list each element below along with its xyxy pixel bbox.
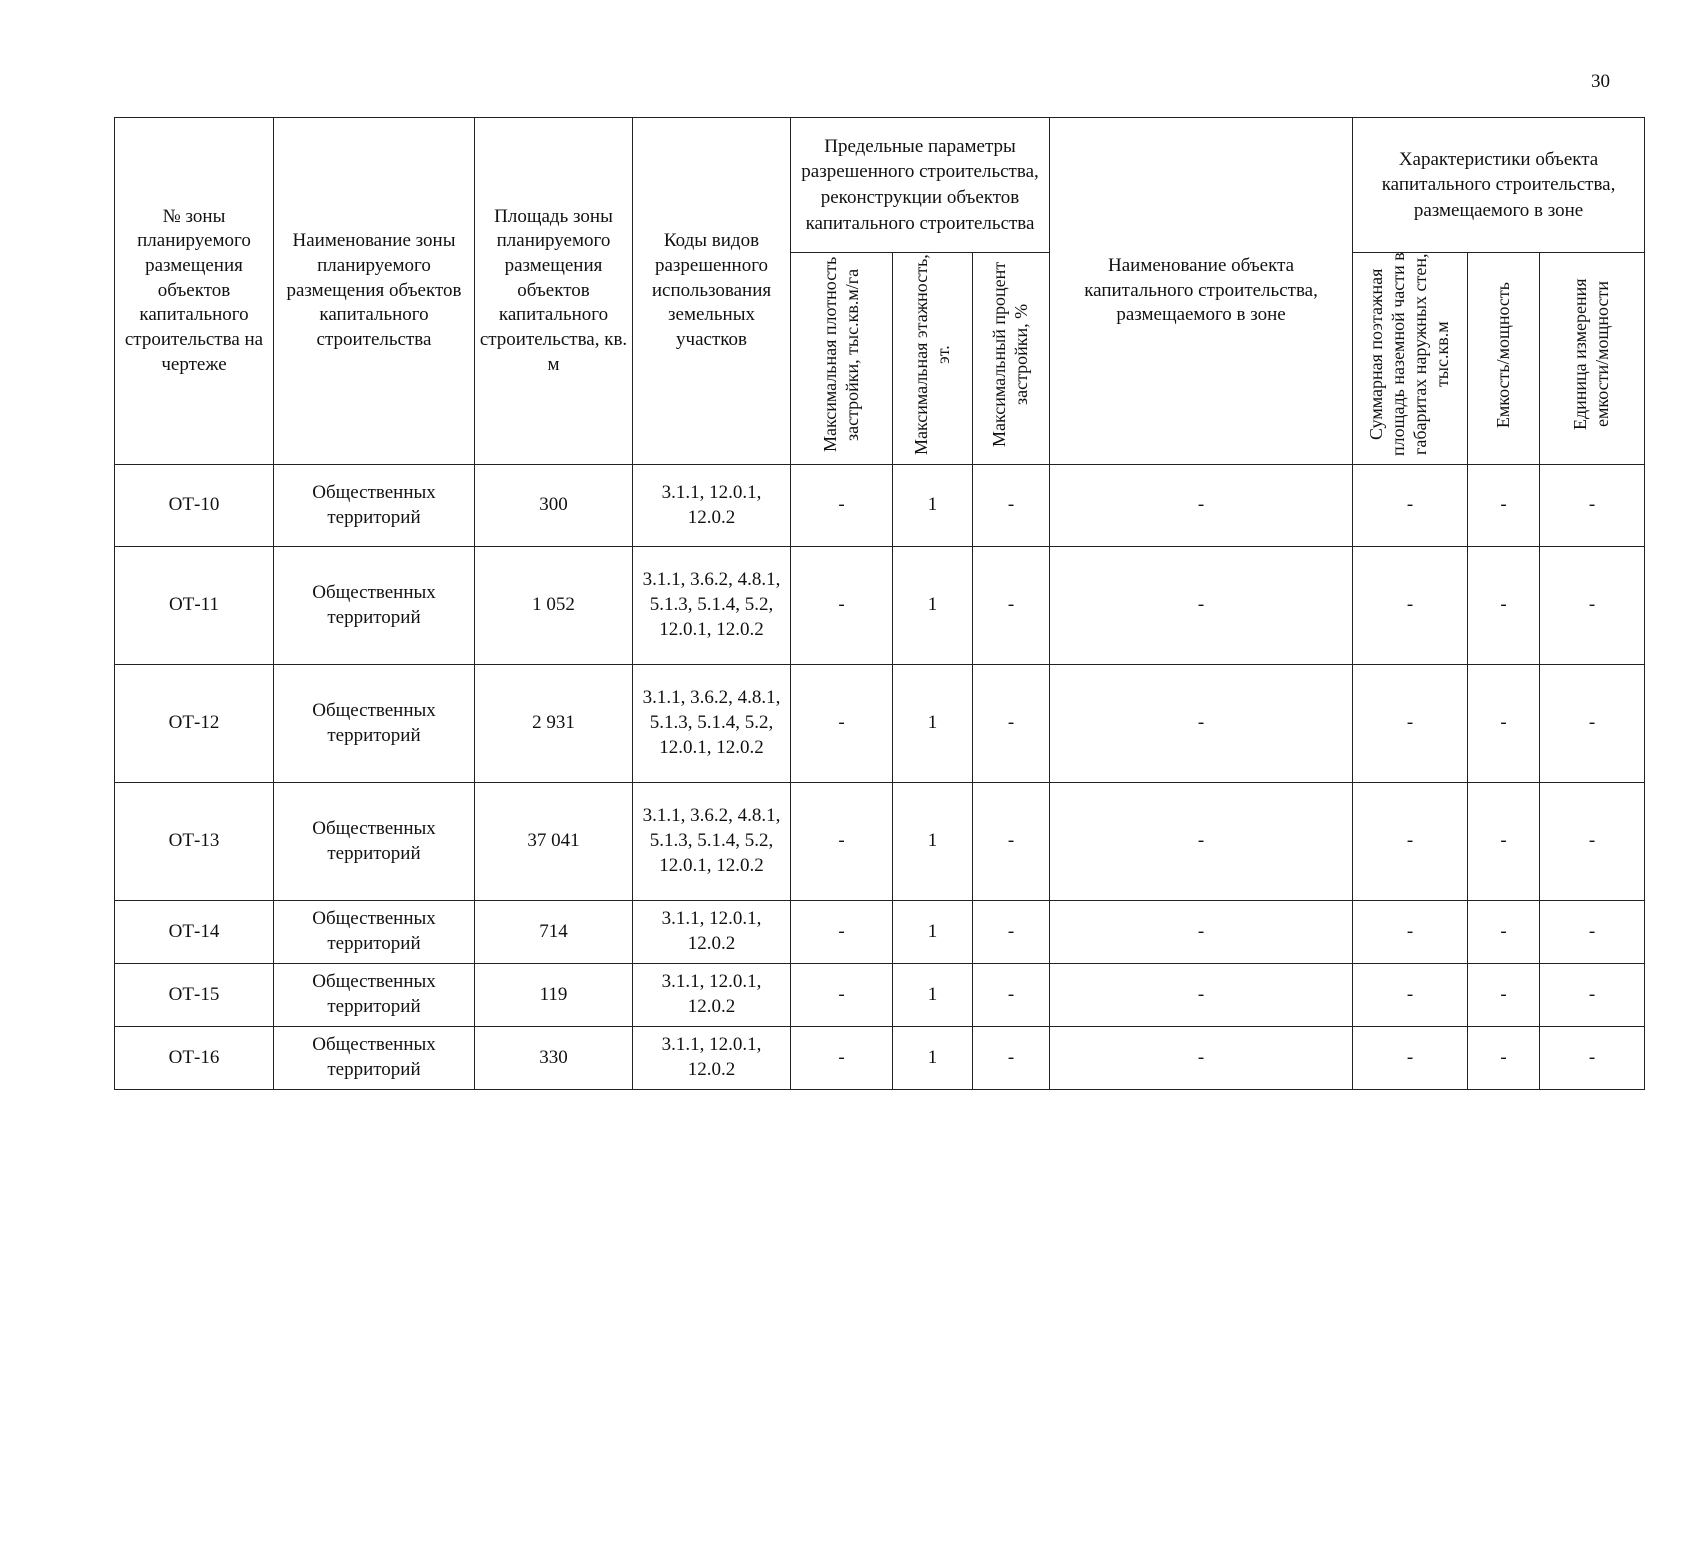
capacity-cell: - bbox=[1468, 783, 1540, 901]
header-max-percent: Максимальный процент застройки, % bbox=[989, 262, 1032, 448]
header-zone-name: Наименование зоны планируемого размещения объектов капитального строительства bbox=[274, 118, 475, 465]
header-characteristics-group: Характеристики объекта капитального строительства, размещаемого в зоне bbox=[1353, 118, 1645, 253]
object-cell: - bbox=[1050, 783, 1353, 901]
floors-cell: 1 bbox=[893, 964, 973, 1027]
zone-name-cell: Общественных территорий bbox=[274, 665, 475, 783]
unit-cell: - bbox=[1540, 465, 1645, 547]
page-number: 30 bbox=[1591, 71, 1610, 92]
table-row bbox=[115, 547, 1645, 665]
percent-cell: - bbox=[973, 901, 1050, 964]
table-row bbox=[115, 665, 1645, 783]
object-cell: - bbox=[1050, 964, 1353, 1027]
percent-cell: - bbox=[973, 665, 1050, 783]
density-cell: - bbox=[791, 783, 893, 901]
object-cell: - bbox=[1050, 465, 1353, 547]
unit-cell: - bbox=[1540, 1027, 1645, 1090]
header-max-floors-cell bbox=[893, 253, 973, 465]
codes-cell: 3.1.1, 3.6.2, 4.8.1, 5.1.3, 5.1.4, 5.2, 12.0.1, 12.0.2 bbox=[633, 783, 791, 901]
zone-cell: ОТ-11 bbox=[115, 547, 274, 665]
header-max-density: Максимальная плотность застройки, тыс.кв.м/га bbox=[819, 257, 862, 453]
unit-cell: - bbox=[1540, 964, 1645, 1027]
total-area-cell: - bbox=[1353, 783, 1468, 901]
capacity-cell: - bbox=[1468, 665, 1540, 783]
density-cell: - bbox=[791, 465, 893, 547]
capacity-cell: - bbox=[1468, 547, 1540, 665]
header-area: Площадь зоны планируемого размещения объектов капитального строительства, кв. м bbox=[475, 118, 633, 465]
header-capacity-unit-cell bbox=[1540, 253, 1645, 465]
header-use-codes: Коды видов разрешенного использования земельных участков bbox=[633, 118, 791, 465]
capacity-cell: - bbox=[1468, 901, 1540, 964]
table-row bbox=[115, 901, 1645, 964]
unit-cell: - bbox=[1540, 547, 1645, 665]
codes-cell: 3.1.1, 3.6.2, 4.8.1, 5.1.3, 5.1.4, 5.2, 12.0.1, 12.0.2 bbox=[633, 547, 791, 665]
zones-table bbox=[114, 117, 1645, 1090]
header-max-density-cell bbox=[791, 253, 893, 465]
object-cell: - bbox=[1050, 547, 1353, 665]
density-cell: - bbox=[791, 547, 893, 665]
zone-name-cell: Общественных территорий bbox=[274, 1027, 475, 1090]
area-cell: 714 bbox=[475, 901, 633, 964]
density-cell: - bbox=[791, 901, 893, 964]
header-object-name: Наименование объекта капитального строительства, размещаемого в зоне bbox=[1050, 118, 1353, 465]
percent-cell: - bbox=[973, 1027, 1050, 1090]
table-row bbox=[115, 783, 1645, 901]
floors-cell: 1 bbox=[893, 783, 973, 901]
codes-cell: 3.1.1, 12.0.1, 12.0.2 bbox=[633, 1027, 791, 1090]
table-row bbox=[115, 1027, 1645, 1090]
total-area-cell: - bbox=[1353, 547, 1468, 665]
density-cell: - bbox=[791, 1027, 893, 1090]
floors-cell: 1 bbox=[893, 547, 973, 665]
zone-name-cell: Общественных территорий bbox=[274, 547, 475, 665]
percent-cell: - bbox=[973, 547, 1050, 665]
object-cell: - bbox=[1050, 901, 1353, 964]
zone-cell: ОТ-15 bbox=[115, 964, 274, 1027]
percent-cell: - bbox=[973, 465, 1050, 547]
capacity-cell: - bbox=[1468, 964, 1540, 1027]
capacity-cell: - bbox=[1468, 465, 1540, 547]
floors-cell: 1 bbox=[893, 665, 973, 783]
zone-cell: ОТ-12 bbox=[115, 665, 274, 783]
header-total-area-cell bbox=[1353, 253, 1468, 465]
density-cell: - bbox=[791, 665, 893, 783]
zone-cell: ОТ-14 bbox=[115, 901, 274, 964]
header-capacity: Емкость/мощность bbox=[1492, 281, 1513, 428]
percent-cell: - bbox=[973, 964, 1050, 1027]
percent-cell: - bbox=[973, 783, 1050, 901]
codes-cell: 3.1.1, 3.6.2, 4.8.1, 5.1.3, 5.1.4, 5.2, 12.0.1, 12.0.2 bbox=[633, 665, 791, 783]
zone-name-cell: Общественных территорий bbox=[274, 964, 475, 1027]
area-cell: 330 bbox=[475, 1027, 633, 1090]
codes-cell: 3.1.1, 12.0.1, 12.0.2 bbox=[633, 964, 791, 1027]
zone-name-cell: Общественных территорий bbox=[274, 783, 475, 901]
unit-cell: - bbox=[1540, 901, 1645, 964]
zone-cell: ОТ-16 bbox=[115, 1027, 274, 1090]
header-zone-no: № зоны планируемого размещения объектов капитального строительства на чертеже bbox=[115, 118, 274, 465]
floors-cell: 1 bbox=[893, 465, 973, 547]
object-cell: - bbox=[1050, 1027, 1353, 1090]
total-area-cell: - bbox=[1353, 465, 1468, 547]
capacity-cell: - bbox=[1468, 1027, 1540, 1090]
header-capacity-unit: Единица измерения емкости/мощности bbox=[1570, 278, 1613, 431]
total-area-cell: - bbox=[1353, 901, 1468, 964]
total-area-cell: - bbox=[1353, 1027, 1468, 1090]
zone-name-cell: Общественных территорий bbox=[274, 465, 475, 547]
area-cell: 300 bbox=[475, 465, 633, 547]
floors-cell: 1 bbox=[893, 901, 973, 964]
floors-cell: 1 bbox=[893, 1027, 973, 1090]
area-cell: 37 041 bbox=[475, 783, 633, 901]
object-cell: - bbox=[1050, 665, 1353, 783]
zone-cell: ОТ-10 bbox=[115, 465, 274, 547]
area-cell: 2 931 bbox=[475, 665, 633, 783]
unit-cell: - bbox=[1540, 783, 1645, 901]
density-cell: - bbox=[791, 964, 893, 1027]
zone-cell: ОТ-13 bbox=[115, 783, 274, 901]
area-cell: 1 052 bbox=[475, 547, 633, 665]
header-max-percent-cell bbox=[973, 253, 1050, 465]
table-row bbox=[115, 964, 1645, 1027]
table-row bbox=[115, 465, 1645, 547]
codes-cell: 3.1.1, 12.0.1, 12.0.2 bbox=[633, 901, 791, 964]
header-limits-group: Предельные параметры разрешенного строительства, реконструкции объектов капитального строительства bbox=[791, 118, 1050, 253]
unit-cell: - bbox=[1540, 665, 1645, 783]
codes-cell: 3.1.1, 12.0.1, 12.0.2 bbox=[633, 465, 791, 547]
header-capacity-cell bbox=[1468, 253, 1540, 465]
total-area-cell: - bbox=[1353, 964, 1468, 1027]
area-cell: 119 bbox=[475, 964, 633, 1027]
header-total-area: Суммарная поэтажная площадь наземной части в габаритах наружных стен, тыс.кв.м bbox=[1366, 252, 1452, 457]
total-area-cell: - bbox=[1353, 665, 1468, 783]
zone-name-cell: Общественных территорий bbox=[274, 901, 475, 964]
header-max-floors: Максимальная этажность, эт. bbox=[910, 254, 953, 456]
